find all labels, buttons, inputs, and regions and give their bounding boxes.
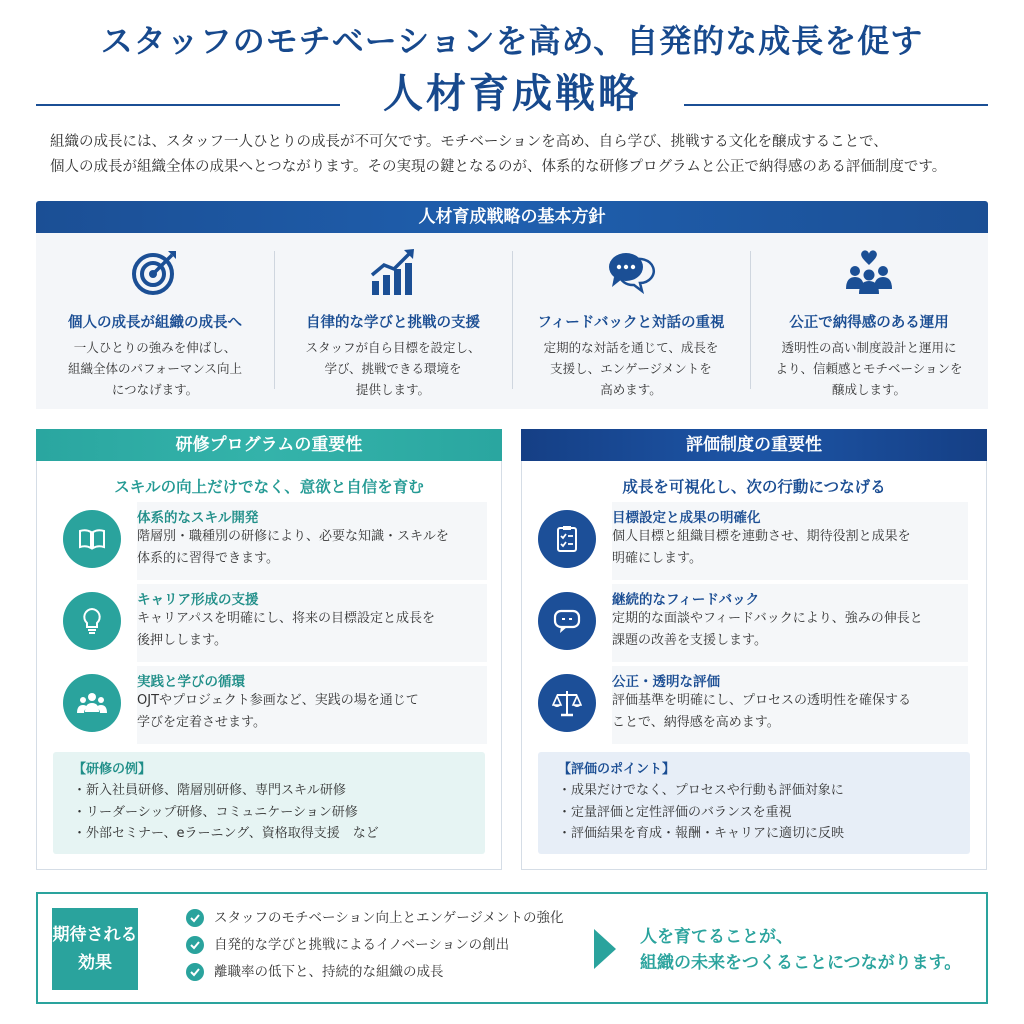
training-item: [137, 502, 487, 580]
point-item: ・定量評価と定性評価のバランスを重視: [558, 804, 792, 820]
item-desc-line: 階層別・職種別の研修により、必要な知識・スキルを: [137, 529, 449, 544]
policy-title: フィードバックと対話の重視: [537, 315, 725, 331]
item-desc-line: 後押しします。: [137, 633, 227, 648]
policy-desc-line: 定期的な対話を通じて、成長を: [543, 340, 719, 355]
chat-bubbles-icon: [606, 247, 656, 297]
lightbulb-icon: [63, 592, 121, 650]
item-desc-line: 学びを定着させます。: [137, 715, 266, 730]
policy-desc: [770, 337, 968, 400]
policy-heading: 人材育成戦略の基本方針: [36, 201, 988, 233]
point-item: ・成果だけでなく、プロセスや行動も評価対象に: [558, 783, 844, 798]
policy-desc-line: 一人ひとりの強みを伸ばし、: [73, 340, 237, 355]
policy-desc-line: 学び、挑戦できる環境を: [324, 361, 462, 376]
scales-icon: [538, 674, 596, 732]
policy-desc-line: 醸成します。: [831, 382, 906, 397]
training-subheading: スキルの向上だけでなく、意欲と自信を育む: [114, 478, 424, 496]
policy-desc-line: 高めます。: [600, 382, 662, 397]
group-icon: [63, 674, 121, 732]
clipboard-checklist-icon: [538, 510, 596, 568]
title-divider-right: [684, 104, 988, 106]
item-desc: [612, 608, 960, 652]
item-desc-line: 個人目標と組織目標を連動させ、期待役割と成果を: [612, 529, 911, 544]
item-title: キャリア形成の支援: [137, 592, 259, 608]
closing-message-line: 組織の未来をつくることにつながります。: [640, 953, 962, 973]
item-desc: [612, 526, 960, 570]
effects-badge-line: 期待される: [52, 925, 138, 945]
item-title: 実践と学びの循環: [137, 674, 245, 690]
policy-item: [36, 233, 274, 409]
policy-item: [750, 233, 988, 409]
page-title: スタッフのモチベーションを高め、自発的な成長を促す: [100, 22, 924, 60]
effects-list: [186, 908, 564, 989]
target-icon: [130, 247, 180, 297]
item-desc: [137, 690, 485, 734]
book-icon: [63, 510, 121, 568]
check-circle-icon: [186, 909, 204, 927]
point-item: ・評価結果を育成・報酬・キャリアに適切に反映: [558, 826, 845, 841]
effect-text: 自発的な学びと挑戦によるイノベーションの創出: [214, 937, 510, 953]
closing-message: [640, 924, 961, 976]
intro-text: [50, 130, 980, 180]
effect-item: [186, 908, 564, 935]
effect-item: [186, 962, 564, 989]
effect-item: [186, 935, 564, 962]
training-heading: 研修プログラムの重要性: [36, 429, 502, 461]
evaluation-heading: 評価制度の重要性: [521, 429, 987, 461]
policy-item: [512, 233, 750, 409]
item-desc-line: OJTやプロジェクト参画など、実践の場を通じて: [137, 693, 419, 708]
item-desc-line: 課題の改善を支援します。: [612, 633, 767, 648]
policy-desc: [294, 337, 492, 400]
item-title: 公正・透明な評価: [612, 674, 720, 690]
item-desc-line: 評価基準を明確にし、プロセスの透明性を確保する: [612, 693, 912, 708]
item-desc-line: 明確にします。: [612, 551, 702, 566]
policy-desc-line: 支援し、エンゲージメントを: [550, 361, 712, 376]
item-title: 体系的なスキル開発: [137, 510, 259, 526]
item-title: 目標設定と成果の明確化: [612, 510, 761, 526]
check-circle-icon: [186, 963, 204, 981]
check-circle-icon: [186, 936, 204, 954]
example-item: ・リーダーシップ研修、コミュニケーション研修: [73, 804, 358, 820]
policy-desc-line: につなげます。: [111, 382, 199, 397]
closing-message-line: 人を育てることが、: [640, 927, 793, 947]
evaluation-item: [612, 584, 968, 662]
training-item: [137, 666, 487, 744]
policy-desc-line: スタッフが自ら目標を設定し、: [305, 340, 481, 355]
evaluation-points: [538, 752, 970, 854]
item-desc: [137, 526, 485, 570]
page-main-title: 人材育成戦略: [383, 71, 641, 117]
item-desc-line: キャリアパスを明確にし、将来の目標設定と成長を: [137, 611, 435, 626]
training-panel: [36, 429, 502, 870]
effect-text: スタッフのモチベーション向上とエンゲージメントの強化: [214, 910, 564, 926]
item-desc: [137, 608, 485, 652]
item-desc-line: 定期的な面談やフィードバックにより、強みの伸長と: [612, 611, 923, 626]
policy-section: [36, 233, 988, 409]
evaluation-panel: [521, 429, 987, 870]
policy-desc: [56, 337, 254, 400]
policy-title: 個人の成長が組織の成長へ: [68, 315, 242, 331]
policy-desc-line: 提供します。: [355, 382, 430, 397]
policy-desc: [532, 337, 730, 400]
people-heart-icon: [844, 247, 894, 297]
effect-text: 離職率の低下と、持続的な組織の成長: [214, 964, 444, 980]
policy-item: [274, 233, 512, 409]
policy-desc-line: より、信頼感とモチベーションを: [775, 361, 963, 376]
expected-effects-section: [36, 892, 988, 1004]
points-heading: 【評価のポイント】: [558, 762, 676, 777]
item-desc-line: ことで、納得感を高めます。: [612, 715, 780, 730]
examples-heading: 【研修の例】: [73, 762, 152, 777]
arrow-right-icon: [594, 929, 616, 969]
effects-badge-line: 効果: [78, 953, 112, 973]
item-desc-line: 体系的に習得できます。: [137, 551, 279, 566]
intro-line: 個人の成長が組織全体の成果へとつながります。その実現の鍵となるのが、体系的な研修プログラムと公正で納得感のある評価制度です。: [50, 159, 947, 175]
evaluation-item: [612, 502, 968, 580]
growth-chart-icon: [368, 247, 418, 297]
intro-line: 組織の成長には、スタッフ一人ひとりの成長が不可欠です。モチベーションを高め、自ら学び、挑戦する文化を醸成することで、: [50, 134, 888, 150]
title-divider-left: [36, 104, 340, 106]
example-item: ・外部セミナー、eラーニング、資格取得支援 など: [73, 826, 379, 841]
policy-desc-line: 透明性の高い制度設計と運用に: [781, 340, 957, 355]
policy-title: 自律的な学びと挑戦の支援: [306, 315, 480, 331]
effects-badge: [52, 908, 138, 990]
speech-bubble-icon: [538, 592, 596, 650]
training-examples: [53, 752, 485, 854]
training-item: [137, 584, 487, 662]
evaluation-item: [612, 666, 968, 744]
item-title: 継続的なフィードバック: [612, 592, 760, 608]
evaluation-subheading: 成長を可視化し、次の行動につなげる: [622, 478, 886, 496]
policy-desc-line: 組織全体のパフォーマンス向上: [67, 361, 242, 376]
policy-title: 公正で納得感のある運用: [789, 315, 949, 331]
example-item: ・新入社員研修、階層別研修、専門スキル研修: [73, 783, 346, 798]
item-desc: [612, 690, 960, 734]
